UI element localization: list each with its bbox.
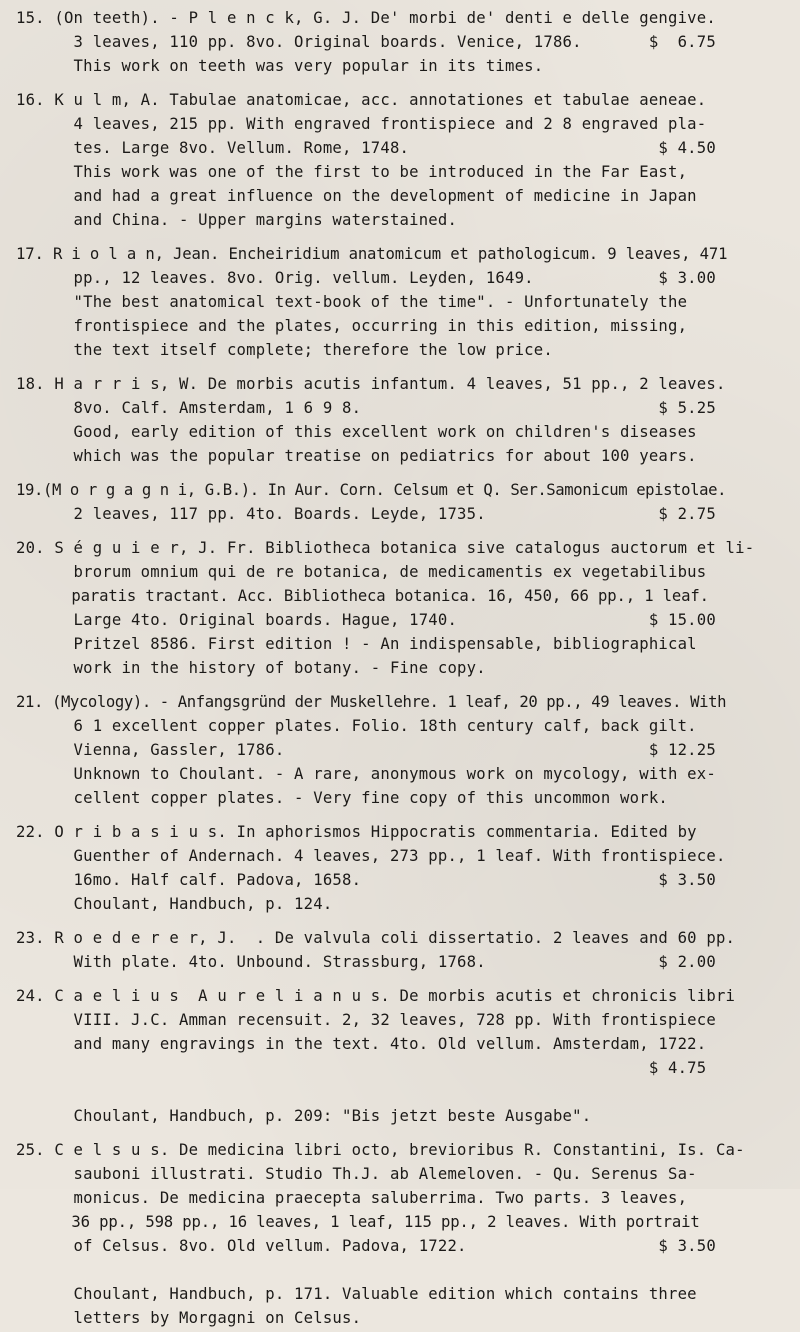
entry-24-line-5: [16, 1080, 800, 1104]
catalog-entry-21: [16, 690, 800, 810]
entry-21-line-3: Vienna, Gassler, 1786. $ 12.25: [16, 741, 716, 759]
catalog-entry-16: [16, 88, 800, 232]
entry-25-line-2: sauboni illustrati. Studio Th.J. ab Alemeloven. - Qu. Serenus Sa-: [16, 1165, 697, 1183]
entry-24-line-1: 24. C a e l i u s A u r e l i a n u s. De morbis acutis et chronicis libri: [16, 987, 736, 1005]
entry-18-line-4: which was the popular treatise on pediatrics for about 100 years.: [16, 447, 697, 465]
entry-16-line-5: and had a great influence on the development of medicine in Japan: [16, 187, 697, 205]
catalog-entry-25: [16, 1138, 800, 1330]
entry-17-line-4: frontispiece and the plates, occurring in this edition, missing,: [16, 317, 688, 335]
catalog-entry-23: [16, 926, 800, 974]
entry-19-line-1: 19.(M o r g a g n i, G.B.). In Aur. Corn. Celsum et Q. Ser.Samonicum epistolae.: [16, 481, 727, 499]
entry-16-line-4: This work was one of the first to be introduced in the Far East,: [16, 163, 688, 181]
entry-24-line-4: $ 4.75: [16, 1059, 707, 1077]
catalog-entry-22: [16, 820, 800, 916]
entry-22-line-4: Choulant, Handbuch, p. 124.: [16, 895, 333, 913]
entry-15-line-1: 15. (On teeth). - P l e n c k, G. J. De' morbi de' denti e delle gengive.: [16, 9, 716, 27]
entry-21-line-1: 21. (Mycology). - Anfangsgründ der Muskellehre. 1 leaf, 20 pp., 49 leaves. With: [16, 693, 727, 711]
entry-16-line-3: tes. Large 8vo. Vellum. Rome, 1748. $ 4.50: [16, 139, 716, 157]
entry-18-line-1: 18. H a r r i s, W. De morbis acutis infantum. 4 leaves, 51 pp., 2 leaves.: [16, 375, 726, 393]
catalog-entry-18: [16, 372, 800, 468]
entry-25-line-1: 25. C e l s u s. De medicina libri octo, brevioribus R. Constantini, Is. Ca-: [16, 1141, 745, 1159]
entry-22-line-2: Guenther of Andernach. 4 leaves, 273 pp., 1 leaf. With frontispiece.: [16, 847, 726, 865]
entry-25-line-3: monicus. De medicina praecepta saluberrima. Two parts. 3 leaves,: [16, 1189, 688, 1207]
entry-20-line-3: paratis tractant. Acc. Bibliotheca botanica. 16, 450, 66 pp., 1 leaf.: [16, 587, 709, 605]
entry-17-line-5: the text itself complete; therefore the low price.: [16, 341, 553, 359]
entry-21-line-5: cellent copper plates. - Very fine copy of this uncommon work.: [16, 789, 668, 807]
catalog-entries: [16, 6, 800, 1332]
entry-15-line-3: This work on teeth was very popular in its times.: [16, 57, 544, 75]
entry-17-line-3: "The best anatomical text-book of the time". - Unfortunately the: [16, 293, 688, 311]
entry-24-line-3: and many engravings in the text. 4to. Old vellum. Amsterdam, 1722.: [16, 1035, 707, 1053]
entry-16-line-2: 4 leaves, 215 pp. With engraved frontispiece and 2 8 engraved pla-: [16, 115, 707, 133]
entry-25-line-7: Choulant, Handbuch, p. 171. Valuable edition which contains three: [16, 1285, 697, 1303]
entry-22-line-1: 22. O r i b a s i u s. In aphorismos Hippocratis commentaria. Edited by: [16, 823, 697, 841]
entry-21-line-4: Unknown to Choulant. - A rare, anonymous work on mycology, with ex-: [16, 765, 716, 783]
entry-25-line-6: [16, 1258, 800, 1282]
entry-20-line-1: 20. S é g u i e r, J. Fr. Bibliotheca botanica sive catalogus auctorum et li-: [16, 539, 755, 557]
entry-25-line-5: of Celsus. 8vo. Old vellum. Padova, 1722. $ 3.50: [16, 1237, 716, 1255]
entry-15-line-2: 3 leaves, 110 pp. 8vo. Original boards. Venice, 1786. $ 6.75: [16, 33, 716, 51]
entry-17-line-1: 17. R i o l a n, Jean. Encheiridium anatomicum et pathologicum. 9 leaves, 471: [16, 245, 728, 263]
entry-24-line-6: Choulant, Handbuch, p. 209: "Bis jetzt beste Ausgabe".: [16, 1107, 592, 1125]
entry-24-line-2: VIII. J.C. Amman recensuit. 2, 32 leaves, 728 pp. With frontispiece: [16, 1011, 716, 1029]
entry-19-line-2: 2 leaves, 117 pp. 4to. Boards. Leyde, 1735. $ 2.75: [16, 505, 716, 523]
entry-20-line-6: work in the history of botany. - Fine copy.: [16, 659, 486, 677]
catalog-entry-15: [16, 6, 800, 78]
catalog-entry-24: [16, 984, 800, 1128]
catalog-entry-17: [16, 242, 800, 362]
catalog-entry-20: [16, 536, 800, 680]
entry-20-line-4: Large 4to. Original boards. Hague, 1740. $ 15.00: [16, 611, 716, 629]
catalog-entry-19: [16, 478, 800, 526]
entry-22-line-3: 16mo. Half calf. Padova, 1658. $ 3.50: [16, 871, 716, 889]
entry-16-line-1: 16. K u l m, A. Tabulae anatomicae, acc. annotationes et tabulae aeneae.: [16, 91, 707, 109]
entry-25-line-4: 36 pp., 598 pp., 16 leaves, 1 leaf, 115 pp., 2 leaves. With portrait: [16, 1213, 700, 1231]
entry-20-line-5: Pritzel 8586. First edition ! - An indispensable, bibliographical: [16, 635, 697, 653]
entry-18-line-3: Good, early edition of this excellent work on children's diseases: [16, 423, 697, 441]
entry-21-line-2: 6 1 excellent copper plates. Folio. 18th century calf, back gilt.: [16, 717, 697, 735]
entry-23-line-1: 23. R o e d e r e r, J. . De valvula coli dissertatio. 2 leaves and 60 pp.: [16, 929, 736, 947]
entry-20-line-2: brorum omnium qui de re botanica, de medicamentis ex vegetabilibus: [16, 563, 707, 581]
entry-18-line-2: 8vo. Calf. Amsterdam, 1 6 9 8. $ 5.25: [16, 399, 716, 417]
entry-25-line-8: letters by Morgagni on Celsus.: [16, 1309, 362, 1327]
entry-23-line-2: With plate. 4to. Unbound. Strassburg, 1768. $ 2.00: [16, 953, 716, 971]
entry-16-line-6: and China. - Upper margins waterstained.: [16, 211, 458, 229]
entry-17-line-2: pp., 12 leaves. 8vo. Orig. vellum. Leyden, 1649. $ 3.00: [16, 269, 716, 287]
